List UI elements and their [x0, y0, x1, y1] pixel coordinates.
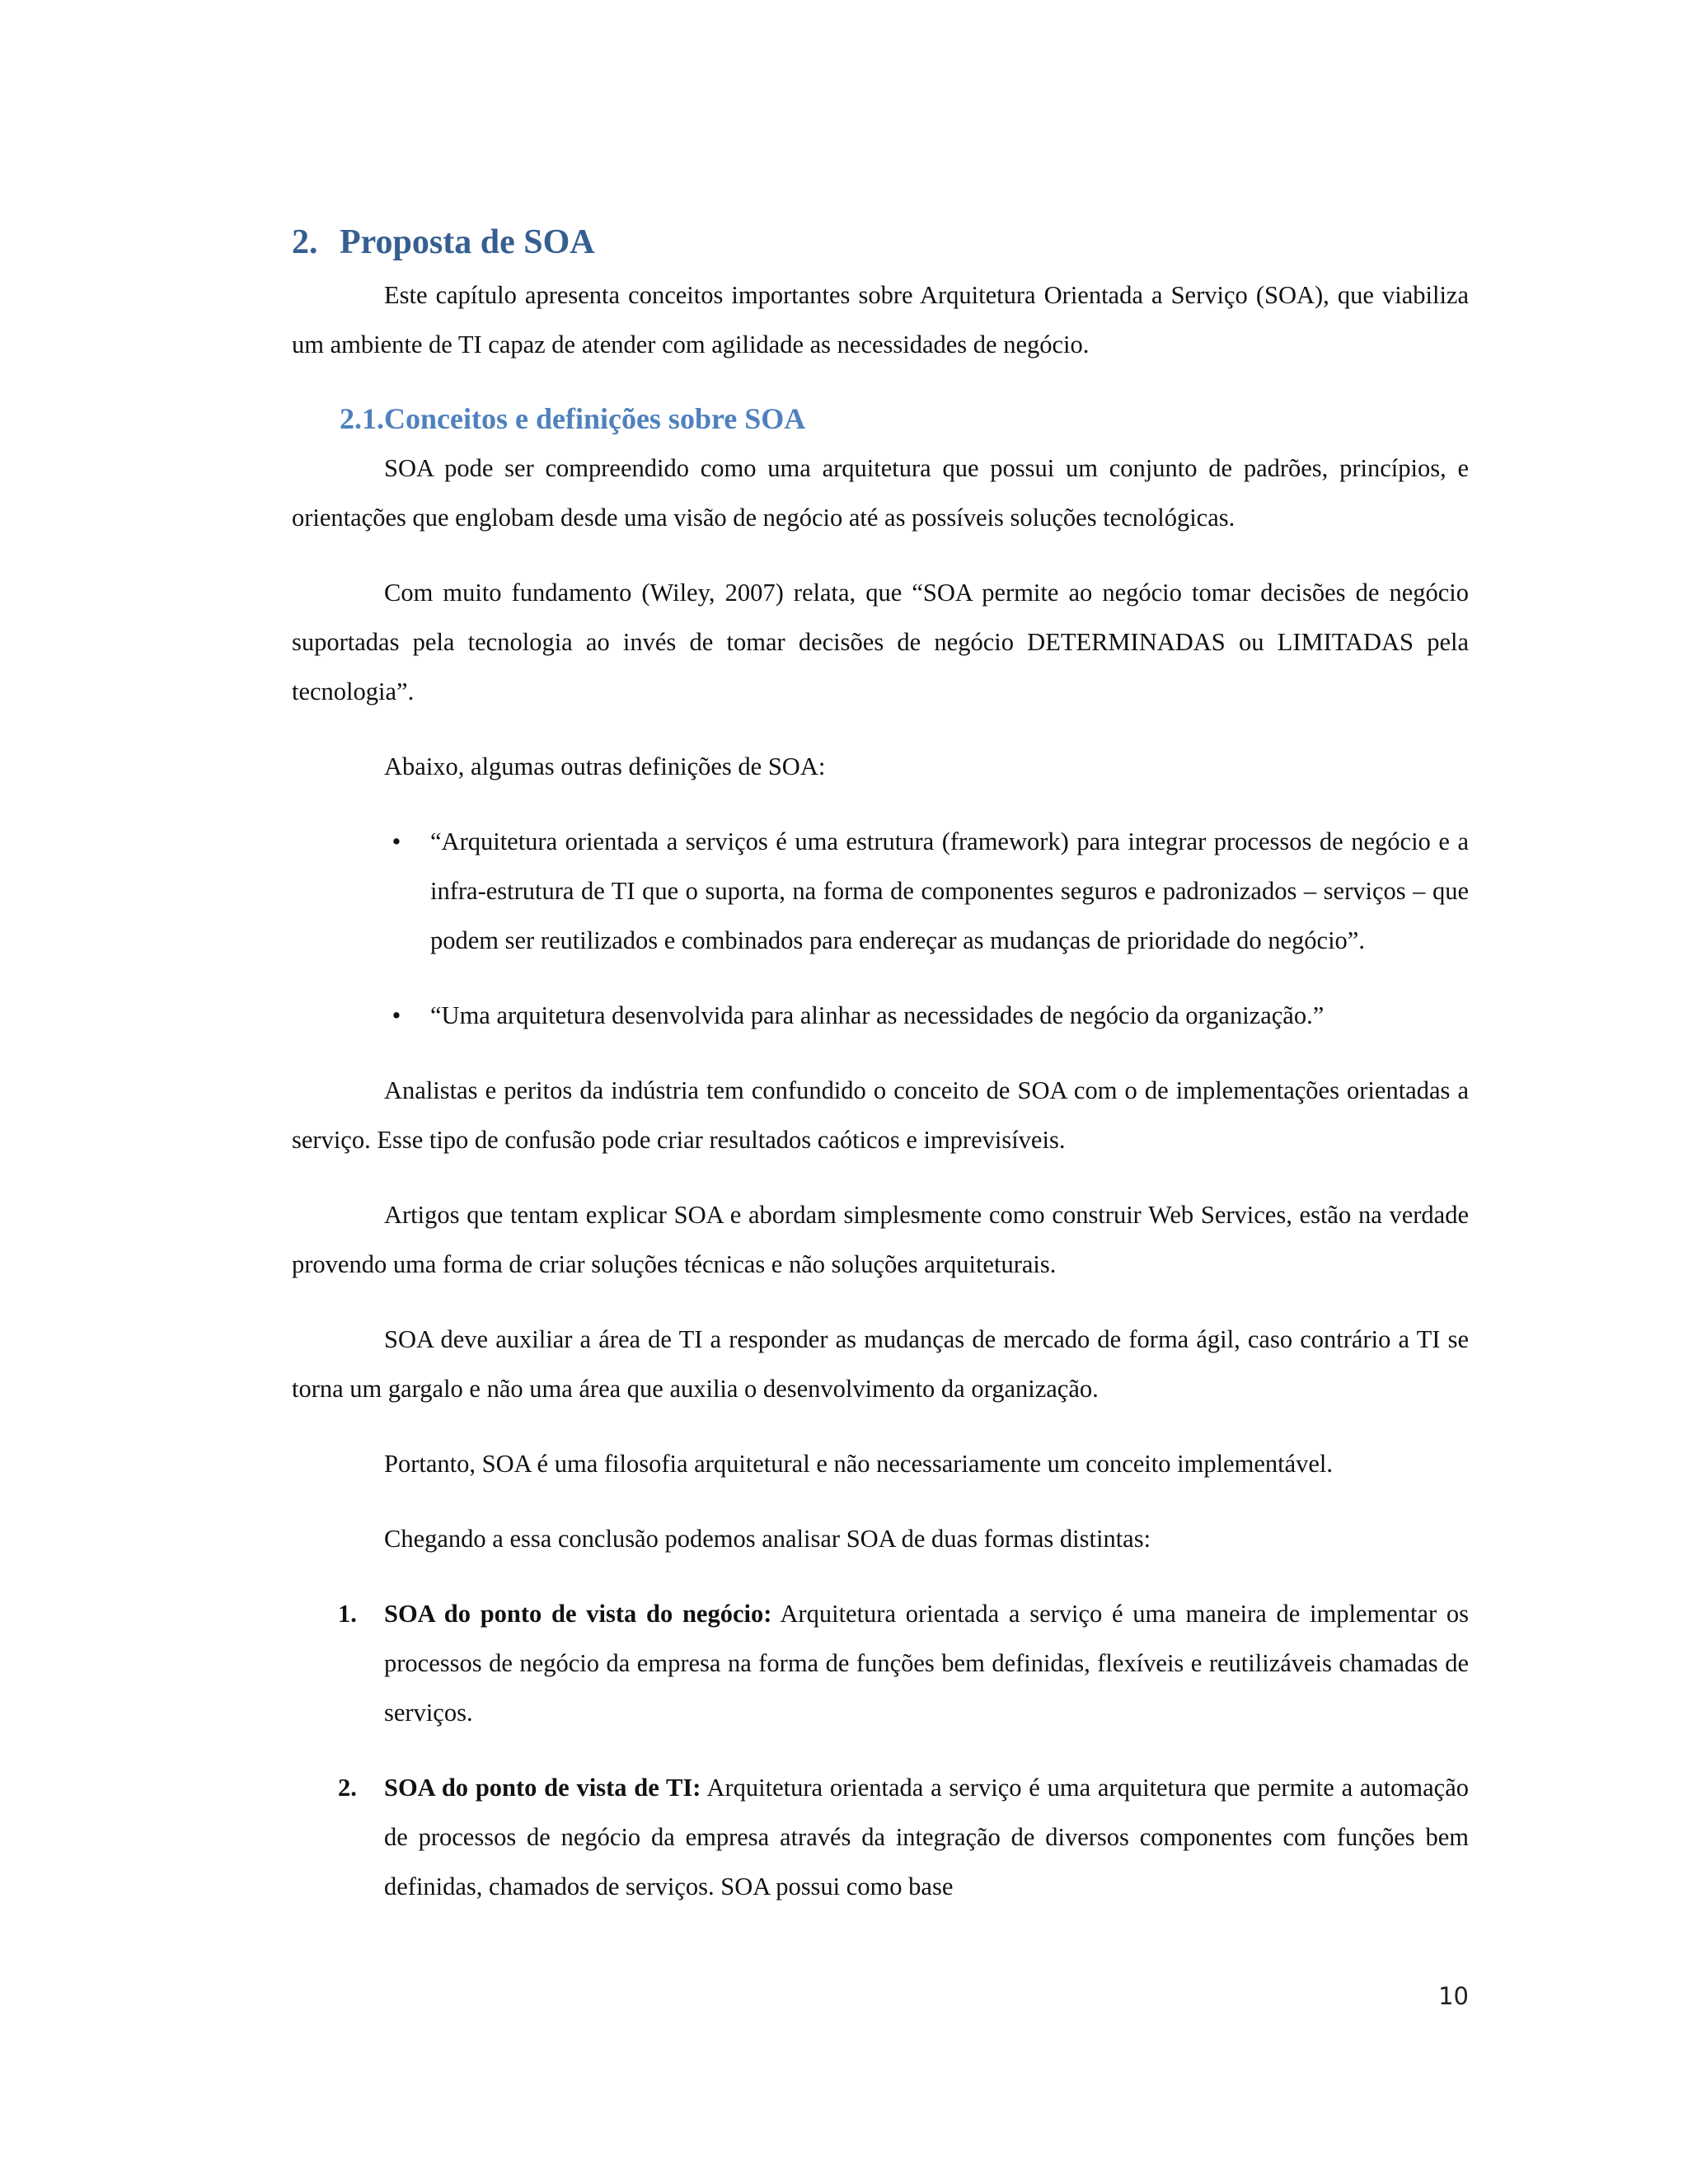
- section-number: 2.: [292, 223, 318, 261]
- paragraph-architectural-philosophy: Portanto, SOA é uma filosofia arquitetural e não necessariamente um conceito implementável.: [384, 1450, 1334, 1478]
- bullet-text: “Uma arquitetura desenvolvida para alinhar as necessidades de negócio da organização.”: [430, 1001, 1325, 1029]
- subsection-heading: [340, 396, 1469, 442]
- list-number: 2.: [338, 1774, 357, 1802]
- bullet-text: “Arquitetura orientada a serviços é uma estrutura (framework) para integrar processos de negócio e a infra-estrutura de TI que o suporta, na forma de componentes seguros e padronizados – serviços – que podem ser reutilizados e combinados para endereçar as mudanças de prioridade do negócio”.: [430, 827, 1469, 954]
- section-heading: [292, 216, 1469, 269]
- list-item: [292, 1763, 1469, 1911]
- viewpoint-term: SOA do ponto de vista do negócio:: [384, 1600, 772, 1628]
- page-content: [292, 216, 1469, 1911]
- section-intro-paragraph: Este capítulo apresenta conceitos importantes sobre Arquitetura Orientada a Serviço (SOA), que viabiliza um ambiente de TI capaz de atender com agilidade as necessidades de negócio.: [292, 281, 1469, 359]
- paragraph-wiley-quote: Com muito fundamento (Wiley, 2007) relata, que “SOA permite ao negócio tomar decisões de negócio suportadas pela tecnologia ao invés de tomar decisões de negócio DETERMINADAS ou LIMITADAS pela tecnologia”.: [292, 579, 1469, 705]
- paragraph-conclusion-intro: Chegando a essa conclusão podemos analisar SOA de duas formas distintas:: [384, 1525, 1151, 1553]
- paragraph-analysts-confusion: Analistas e peritos da indústria tem confundido o conceito de SOA com o de implementações orientadas a serviço. Esse tipo de confusão pode criar resultados caóticos e imprevisíveis.: [292, 1076, 1469, 1154]
- paragraph-web-services-articles: Artigos que tentam explicar SOA e abordam simplesmente como construir Web Services, estão na verdade provendo uma forma de criar soluções técnicas e não soluções arquiteturais.: [292, 1201, 1469, 1278]
- list-item: [292, 1589, 1469, 1737]
- paragraph-ti-agility: SOA deve auxiliar a área de TI a responder as mudanças de mercado de forma ágil, caso contrário a TI se torna um gargalo e não uma área que auxilia o desenvolvimento da organização.: [292, 1325, 1469, 1403]
- page-number: 10: [1438, 1982, 1469, 2010]
- list-item: [292, 817, 1469, 965]
- subsection-number: 2.1.: [340, 402, 384, 435]
- bullet-icon: •: [392, 827, 401, 855]
- list-item: [292, 991, 1469, 1040]
- viewpoint-text: Arquitetura orientada a serviço é uma maneira de implementar os processos de negócio da empresa na forma de funções bem definidas, flexíveis e reutilizáveis chamadas de serviços.: [384, 1600, 1469, 1727]
- section-title: Proposta de SOA: [340, 223, 595, 261]
- soa-viewpoints-list: [292, 1589, 1469, 1911]
- paragraph-soa-definition: SOA pode ser compreendido como uma arquitetura que possui um conjunto de padrões, princípios, e orientações que englobam desde uma visão de negócio até as possíveis soluções tecnológicas.: [292, 454, 1469, 532]
- paragraph-other-definitions-intro: Abaixo, algumas outras definições de SOA:: [384, 752, 826, 780]
- list-number: 1.: [338, 1600, 357, 1628]
- subsection-title: Conceitos e definições sobre SOA: [384, 402, 806, 435]
- viewpoint-term: SOA do ponto de vista de TI:: [384, 1774, 701, 1802]
- viewpoint-text: Arquitetura orientada a serviço é uma arquitetura que permite a automação de processos de negócio da empresa através da integração de diversos componentes com funções bem definidas, chamados de serviços. SOA possui como base: [384, 1774, 1469, 1900]
- bullet-icon: •: [392, 1001, 401, 1029]
- definitions-bullet-list: [292, 817, 1469, 1040]
